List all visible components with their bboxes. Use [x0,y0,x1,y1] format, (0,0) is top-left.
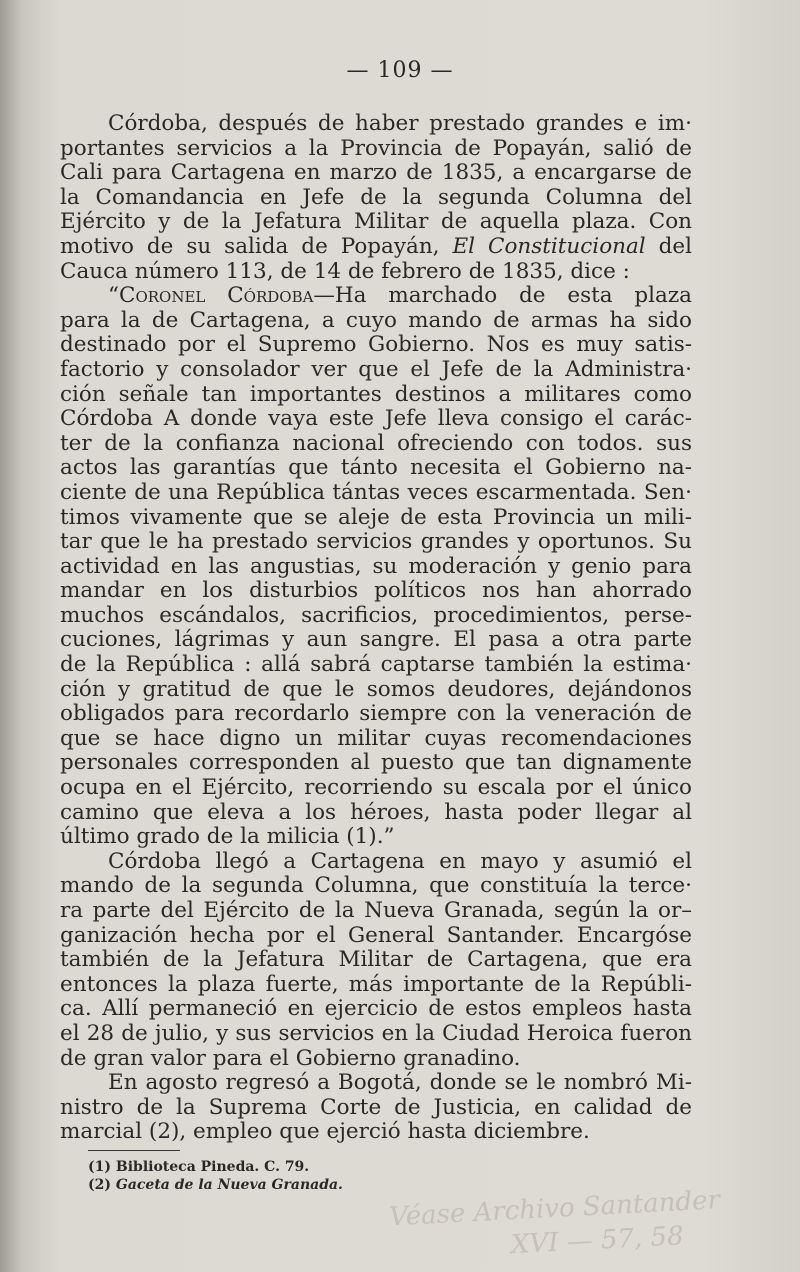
text-line: ter de la confianza nacional ofreciendo con todos. sus [60,430,692,456]
text-line: mando de la segunda Columna, que constituía la terce· [60,873,692,899]
text-line: tar que le ha prestado servicios grandes y oportunos. Su [60,529,692,555]
footnote-2 [88,1176,588,1194]
text-line: marcial (2), empleo que ejerció hasta diciembre. [60,1119,590,1145]
footnote-text: Gaceta de la Nueva Granada. [115,1177,343,1193]
footnote-mark: (2) [88,1177,111,1193]
text-line: que se hace digno un militar cuyas recomendaciones [60,725,692,751]
text-line: ca. Allí permaneció en ejercicio de estos empleos hasta [60,996,692,1022]
text-line: personales corresponden al puesto que tan dignamente [60,750,692,776]
text-line: de la República : allá sabrá captarse también la estima· [60,652,692,678]
text-line: el 28 de julio, y sus servicios en la Ciudad Heroica fueron [60,1020,692,1046]
text-line: muchos escándalos, sacrificios, procedimientos, perse- [60,602,692,628]
text-line: actividad en las angustias, su moderación y genio para [60,553,692,579]
text-line: la Comandancia en Jefe de la segunda Columna del [60,184,692,210]
text-line: cuciones, lágrimas y aun sangre. El pasa a otra parte [60,627,692,653]
text-line: también de la Jefatura Militar de Cartagena, que era [60,947,692,973]
footnote-divider [88,1150,180,1151]
footnote-1 [88,1158,588,1176]
pencil-note: Véase Archivo Santander [388,1185,721,1233]
text-line: ra parte del Ejército de la Nueva Granada, según la or– [60,898,692,923]
footnote-mark: (1) [88,1159,111,1175]
text-line: “Coronel Córdoba—Ha marchado de esta plaza [108,283,692,309]
pencil-note: XVI — 57, 58 [510,1221,685,1261]
text-line: portantes servicios a la Provincia de Popayán, salió de [60,135,692,161]
text-line: ganización hecha por el General Santander. Encargóse [60,922,692,948]
page-number: — 109 — [346,58,454,83]
text-line: Ejército y de la Jefatura Militar de aquella plaza. Con [60,209,692,235]
text-line: entonces la plaza fuerte, más importante de la Repúbli- [60,971,692,997]
text-line: Córdoba A donde vaya este Jefe lleva consigo el carác- [60,406,692,432]
text-line: timos vivamente que se aleje de esta Provincia un mili- [60,504,692,530]
text-line: factorio y consolador ver que el Jefe de la Administra· [60,356,692,382]
text-line: de gran valor para el Gobierno granadino. [60,1045,521,1071]
text-line: En agosto regresó a Bogotá, donde se le nombró Mi- [108,1070,692,1096]
text-line: para la de Cartagena, a cuyo mando de armas ha sido [60,307,692,333]
text-line: ción señale tan importantes destinos a militares como [60,381,692,407]
text-line: Cali para Cartagena en marzo de 1835, a encargarse de [60,160,692,186]
text-line: Córdoba, después de haber prestado grandes e im· [108,111,692,136]
footnotes [88,1158,588,1194]
text-line: destinado por el Supremo Gobierno. Nos es muy satis- [60,332,692,358]
text-line: Córdoba llegó a Cartagena en mayo y asumió el [108,848,692,874]
text-line: Cauca número 113, de 14 de febrero de 1835, dice : [60,258,630,284]
text-line: actos las garantías que tánto necesita el Gobierno na- [60,455,692,481]
text-line: obligados para recordarlo siempre con la veneración de [60,701,692,727]
footnote-text: Biblioteca Pineda. C. 79. [115,1159,310,1175]
text-line: ción y gratitud de que le somos deudores, dejándonos [60,676,692,702]
body-text [60,112,692,1145]
text-line: ocupa en el Ejército, recorriendo su escala por el único [60,775,692,801]
text-line: motivo de su salida de Popayán, El Constitucional del [60,233,693,259]
text-line: nistro de la Suprema Corte de Justicia, en calidad de [60,1094,692,1120]
text-line: camino que eleva a los héroes, hasta poder llegar al [60,799,692,825]
text-line: mandar en los disturbios políticos nos han ahorrado [60,578,692,604]
text-line: ciente de una República tántas veces escarmentada. Sen· [60,479,692,505]
text-line: último grado de la milicia (1).” [60,824,395,850]
